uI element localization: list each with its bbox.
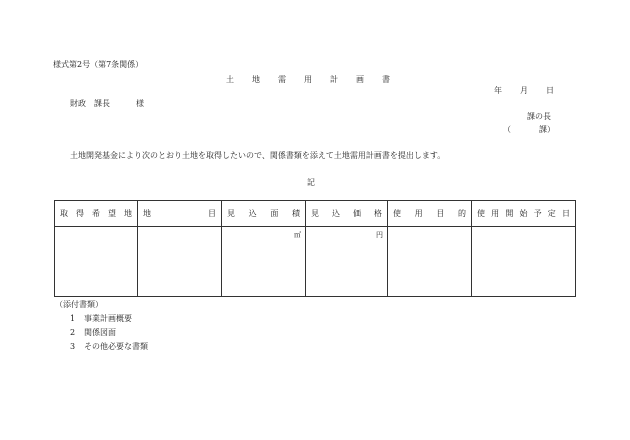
unit-yen: 円 bbox=[376, 231, 383, 239]
cell-purpose[interactable] bbox=[388, 227, 472, 297]
list-item: 1 事業計画概要 bbox=[70, 314, 132, 323]
recipient bbox=[70, 99, 144, 109]
title-char: 画 bbox=[356, 75, 364, 84]
recipient-title: 課長 bbox=[94, 99, 110, 108]
body-text: 土地開発基金により次のとおり土地を取得したいので、関係書類を添えて土地需用計画書を提出します。 bbox=[70, 151, 446, 160]
header-purpose: 使 用 目 的 bbox=[388, 201, 472, 227]
cell-desired-land[interactable] bbox=[55, 227, 138, 297]
cell-land-category[interactable] bbox=[138, 227, 222, 297]
attachments-heading: （添付書類） bbox=[55, 300, 103, 309]
title-char: 書 bbox=[382, 75, 390, 84]
sender-dept-suffix: 課） bbox=[539, 125, 555, 134]
land-use-table bbox=[54, 200, 576, 297]
ki-heading: 記 bbox=[307, 178, 315, 187]
list-item: 3 その他必要な書類 bbox=[70, 342, 148, 351]
title-char: 計 bbox=[330, 75, 338, 84]
date-month: 月 bbox=[520, 86, 528, 95]
header-estimated-price: 見 込 価 格 bbox=[306, 201, 388, 227]
document-title bbox=[226, 75, 390, 85]
cell-start-date[interactable] bbox=[472, 227, 576, 297]
sender-title: 課の長 bbox=[527, 112, 551, 121]
header-estimated-area: 見 込 面 積 bbox=[222, 201, 306, 227]
date-line bbox=[494, 86, 554, 96]
header-desired-land: 取 得 希 望 地 bbox=[55, 201, 138, 227]
recipient-dept: 財政 bbox=[70, 99, 86, 108]
header-land-category: 地 目 bbox=[138, 201, 222, 227]
attachments-list bbox=[70, 314, 148, 356]
title-char: 用 bbox=[304, 75, 312, 84]
date-day: 日 bbox=[546, 86, 554, 95]
header-start-date: 使 用 開 始 予 定 日 bbox=[472, 201, 576, 227]
recipient-honorific: 様 bbox=[136, 99, 144, 108]
title-char: 需 bbox=[278, 75, 286, 84]
table-row bbox=[55, 227, 576, 297]
title-char: 地 bbox=[252, 75, 260, 84]
title-char: 土 bbox=[226, 75, 234, 84]
sender-dept bbox=[503, 125, 555, 135]
form-number: 様式第2号（第7条関係） bbox=[53, 60, 144, 69]
cell-estimated-area[interactable] bbox=[222, 227, 306, 297]
cell-estimated-price[interactable] bbox=[306, 227, 388, 297]
date-year: 年 bbox=[494, 86, 502, 95]
list-item: 2 関係図面 bbox=[70, 328, 116, 337]
unit-square-meter: ㎡ bbox=[294, 231, 301, 239]
sender-dept-open: （ bbox=[503, 125, 511, 134]
